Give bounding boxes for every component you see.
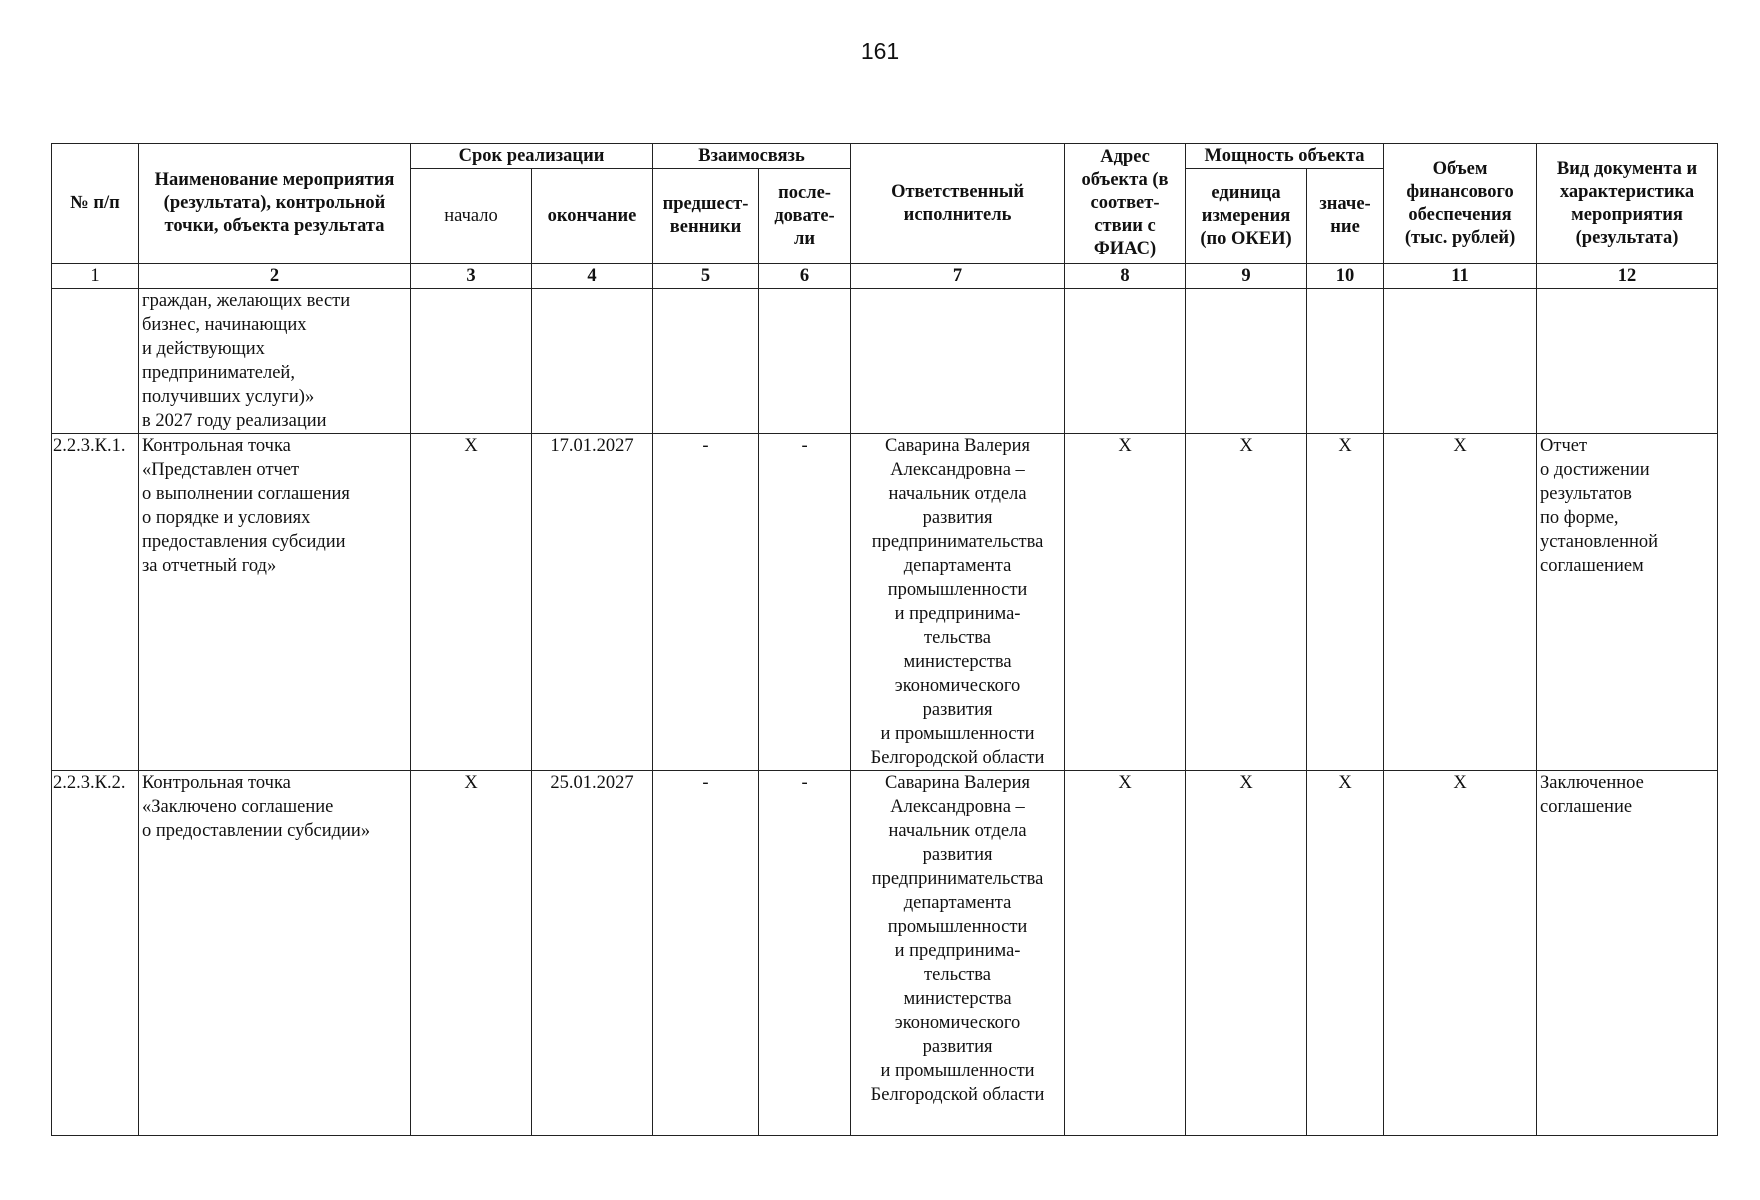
column-number: 6 bbox=[759, 264, 851, 289]
cell-empty bbox=[1537, 289, 1718, 434]
column-number: 9 bbox=[1186, 264, 1307, 289]
row-successors: - bbox=[759, 434, 851, 771]
column-number: 2 bbox=[139, 264, 411, 289]
column-number: 11 bbox=[1384, 264, 1537, 289]
header-predecessors: предшест- венники bbox=[653, 169, 759, 264]
row-number: 2.2.3.К.1. bbox=[52, 434, 139, 771]
cell-empty bbox=[851, 289, 1065, 434]
row-doc-type: Отчет о достижении результатов по форме, установленной соглашением bbox=[1537, 434, 1718, 771]
header-name: Наименование мероприятия (результата), контрольной точки, объекта результата bbox=[139, 144, 411, 264]
cell-empty bbox=[1307, 289, 1384, 434]
row-number: 2.2.3.К.2. bbox=[52, 771, 139, 1136]
row-unit: X bbox=[1186, 771, 1307, 1136]
continuation-name: граждан, желающих вести бизнес, начинающих и действующих предпринимателей, получивших услуги)» в 2027 году реализации bbox=[139, 289, 411, 434]
column-number: 7 bbox=[851, 264, 1065, 289]
row-executor: Саварина Валерия Александровна – начальник отдела развития предпринимательства департамента промышленности и предпринима- тельства министерства экономического развития и промышленности Белгородской области bbox=[851, 434, 1065, 771]
header-successors: после- довате- ли bbox=[759, 169, 851, 264]
table-row bbox=[52, 434, 1718, 771]
row-name: Контрольная точка «Заключено соглашение о предоставлении субсидии» bbox=[139, 771, 411, 1136]
header-group-vzaimosvyaz: Взаимосвязь bbox=[653, 144, 851, 169]
row-address: X bbox=[1065, 771, 1186, 1136]
header-group-srok: Срок реализации bbox=[411, 144, 653, 169]
column-number: 12 bbox=[1537, 264, 1718, 289]
row-finance: X bbox=[1384, 771, 1537, 1136]
column-number: 3 bbox=[411, 264, 532, 289]
row-start: X bbox=[411, 434, 532, 771]
row-doc-type: Заключенное соглашение bbox=[1537, 771, 1718, 1136]
header-executor: Ответственный исполнитель bbox=[851, 144, 1065, 264]
row-address: X bbox=[1065, 434, 1186, 771]
cell-empty bbox=[52, 289, 139, 434]
row-finance: X bbox=[1384, 434, 1537, 771]
header-num: № п/п bbox=[52, 144, 139, 264]
row-successors: - bbox=[759, 771, 851, 1136]
table-row bbox=[52, 289, 1718, 434]
column-number: 1 bbox=[52, 264, 139, 289]
table-row bbox=[52, 771, 1718, 1136]
header-unit: единица измерения (по ОКЕИ) bbox=[1186, 169, 1307, 264]
column-number: 10 bbox=[1307, 264, 1384, 289]
header-address: Адрес объекта (в соответ-ствии с ФИАС) bbox=[1065, 144, 1186, 264]
plan-table bbox=[51, 143, 1718, 1136]
cell-empty bbox=[1186, 289, 1307, 434]
header-group-moshchnost: Мощность объекта bbox=[1186, 144, 1384, 169]
cell-empty bbox=[411, 289, 532, 434]
row-value: X bbox=[1307, 771, 1384, 1136]
table-header bbox=[52, 144, 1718, 289]
column-number: 8 bbox=[1065, 264, 1186, 289]
column-number: 5 bbox=[653, 264, 759, 289]
row-end: 17.01.2027 bbox=[532, 434, 653, 771]
cell-empty bbox=[759, 289, 851, 434]
cell-empty bbox=[653, 289, 759, 434]
row-predecessors: - bbox=[653, 434, 759, 771]
header-finance: Объем финансового обеспечения (тыс. рублей) bbox=[1384, 144, 1537, 264]
column-number: 4 bbox=[532, 264, 653, 289]
page-number: 161 bbox=[860, 38, 900, 64]
row-name: Контрольная точка «Представлен отчет о выполнении соглашения о порядке и условиях предоставления субсидии за отчетный год» bbox=[139, 434, 411, 771]
cell-empty bbox=[532, 289, 653, 434]
header-value: значе- ние bbox=[1307, 169, 1384, 264]
header-doc-type: Вид документа и характеристика мероприятия (результата) bbox=[1537, 144, 1718, 264]
cell-empty bbox=[1065, 289, 1186, 434]
header-end: окончание bbox=[532, 169, 653, 264]
header-start: начало bbox=[411, 169, 532, 264]
row-unit: X bbox=[1186, 434, 1307, 771]
row-start: X bbox=[411, 771, 532, 1136]
row-value: X bbox=[1307, 434, 1384, 771]
row-predecessors: - bbox=[653, 771, 759, 1136]
row-end: 25.01.2027 bbox=[532, 771, 653, 1136]
cell-empty bbox=[1384, 289, 1537, 434]
row-executor: Саварина Валерия Александровна – начальник отдела развития предпринимательства департамента промышленности и предпринима- тельства министерства экономического развития и промышленности Белгородской области bbox=[851, 771, 1065, 1136]
